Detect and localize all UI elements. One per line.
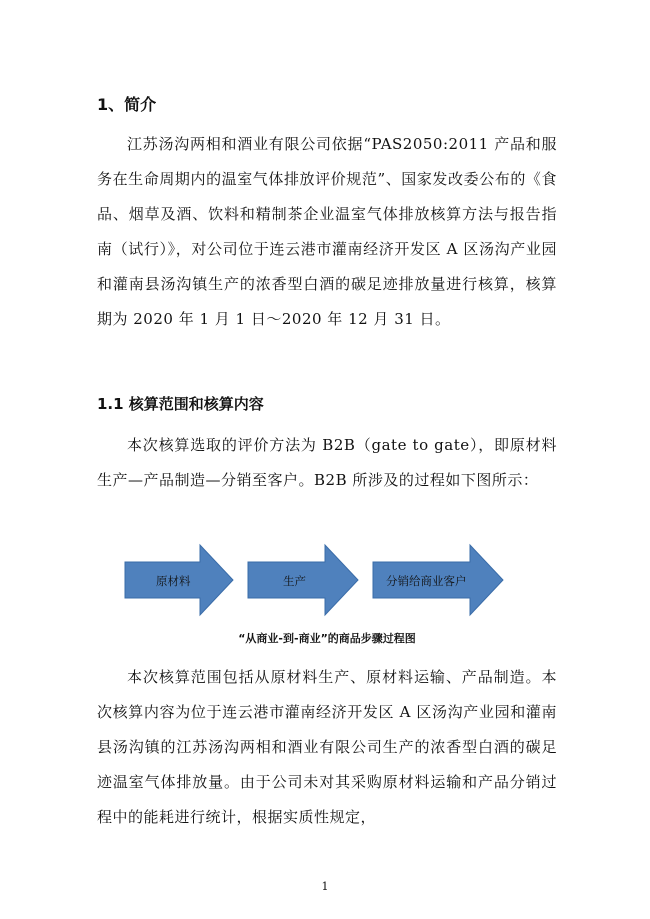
scope-paragraph: 本次核算范围包括从原材料生产、原材料运输、产品制造。本次核算内容为位于连云港市灌南经济开发区 A 区汤沟产业园和灌南县汤沟镇的江苏汤沟两相和酒业有限公司生产的浓香型白酒的碳足迹温室气体排放量。由于公司未对其采购原材料运输和产品分销过程中的能耗进行统计，根据实质性规定，	[97, 668, 557, 826]
figure-caption: “从商业-到-商业”的商品步骤过程图	[238, 632, 416, 645]
intro-paragraph: 江苏汤沟两相和酒业有限公司依据“PAS2050:2011 产品和服务在生命周期内的温室气体排放评价规范”、国家发改委公布的《食品、烟草及酒、饮料和精制茶企业温室气体排放核算方法与报告指南（试行）》，对公司位于连云港市灌南经济开发区 A 区汤沟产业园和灌南县汤沟镇生产的浓香型白酒的碳足迹排放量进行核算，核算期为 2020 年 1 月 1 日～2020 年 12 月 31 日。	[97, 135, 557, 328]
flow-arrow-raw-materials	[125, 545, 233, 615]
flow-arrow-production	[248, 545, 358, 615]
flow-step-label: 生产	[283, 574, 306, 588]
section-heading: 1、简介	[97, 95, 157, 114]
subsection-heading: 1.1 核算范围和核算内容	[97, 395, 264, 413]
flow-arrow-distribution	[373, 545, 503, 615]
process-flow-diagram	[120, 540, 540, 620]
flow-step-label: 原材料	[156, 574, 191, 588]
page-number: 1	[321, 880, 329, 893]
flow-step-label: 分销给商业客户	[386, 574, 467, 588]
method-paragraph: 本次核算选取的评价方法为 B2B（gate to gate），即原材料生产—产品制造—分销至客户。B2B 所涉及的过程如下图所示：	[97, 436, 557, 489]
